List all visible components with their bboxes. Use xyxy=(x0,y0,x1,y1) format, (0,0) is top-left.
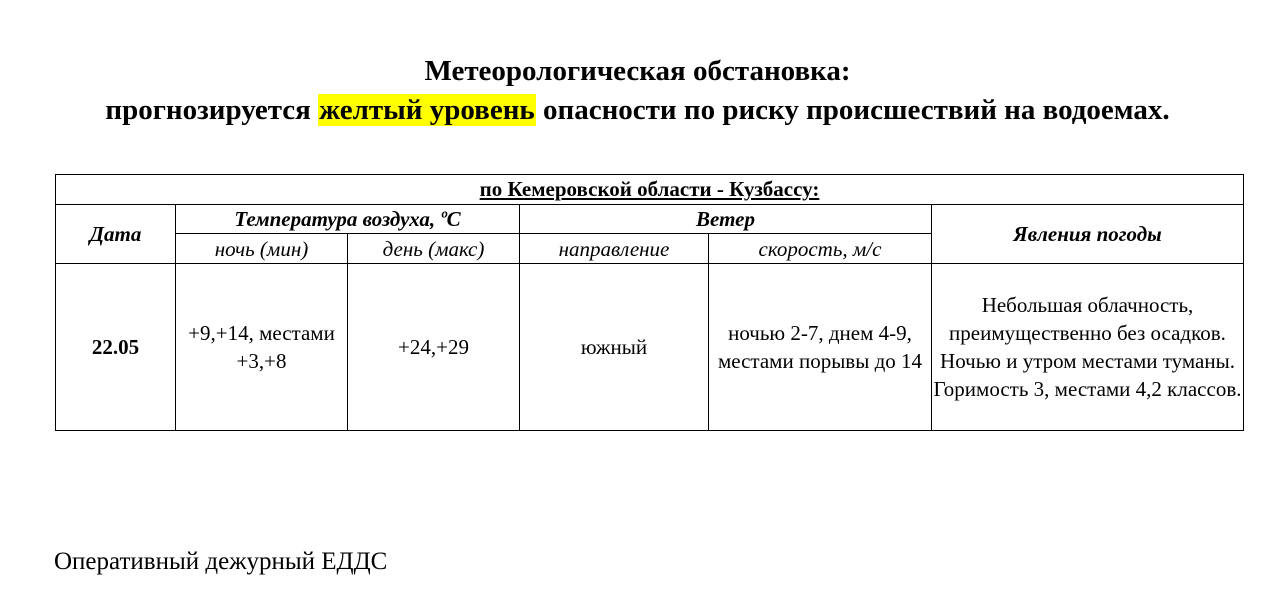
weather-phenomena xyxy=(932,264,1244,431)
phenomena-description: Небольшая облачность, преимущественно без осадков. Ночью и утром местами туманы. xyxy=(940,293,1235,373)
day-temperature: +24,+29 xyxy=(348,264,520,431)
header-wind-direction: направление xyxy=(520,234,709,264)
header-date: Дата xyxy=(56,205,176,264)
document-title: Метеорологическая обстановка: xyxy=(424,55,851,87)
wind-speed: ночью 2-7, днем 4-9, местами порывы до 14 xyxy=(709,264,932,431)
header-day-max: день (макс) xyxy=(348,234,520,264)
header-row-main xyxy=(56,205,1244,234)
region-row xyxy=(56,175,1244,205)
footer-signature: Оперативный дежурный ЕДДС xyxy=(54,548,388,575)
header-weather-phenomena: Явления погоды xyxy=(932,205,1244,264)
warning-level-highlight: желтый уровень xyxy=(319,94,535,126)
subtitle-text-before: прогнозируется xyxy=(105,94,319,126)
region-title: по Кемеровской области - Кузбассу: xyxy=(56,175,1244,205)
weather-forecast-table xyxy=(55,174,1244,431)
table-row xyxy=(56,264,1244,431)
fire-danger-class: Горимость 3, местами 4,2 классов. xyxy=(933,377,1242,401)
header-wind-speed: скорость, м/с xyxy=(709,234,932,264)
document-subtitle xyxy=(0,92,1275,128)
forecast-date: 22.05 xyxy=(56,264,176,431)
subtitle-text-after: опасности по риску происшествий на водоемах. xyxy=(535,94,1170,126)
night-temperature: +9,+14, местами +3,+8 xyxy=(176,264,348,431)
wind-direction: южный xyxy=(520,264,709,431)
header-temperature: Температура воздуха, ºС xyxy=(176,205,520,234)
header-night-min: ночь (мин) xyxy=(176,234,348,264)
header-wind: Ветер xyxy=(520,205,932,234)
